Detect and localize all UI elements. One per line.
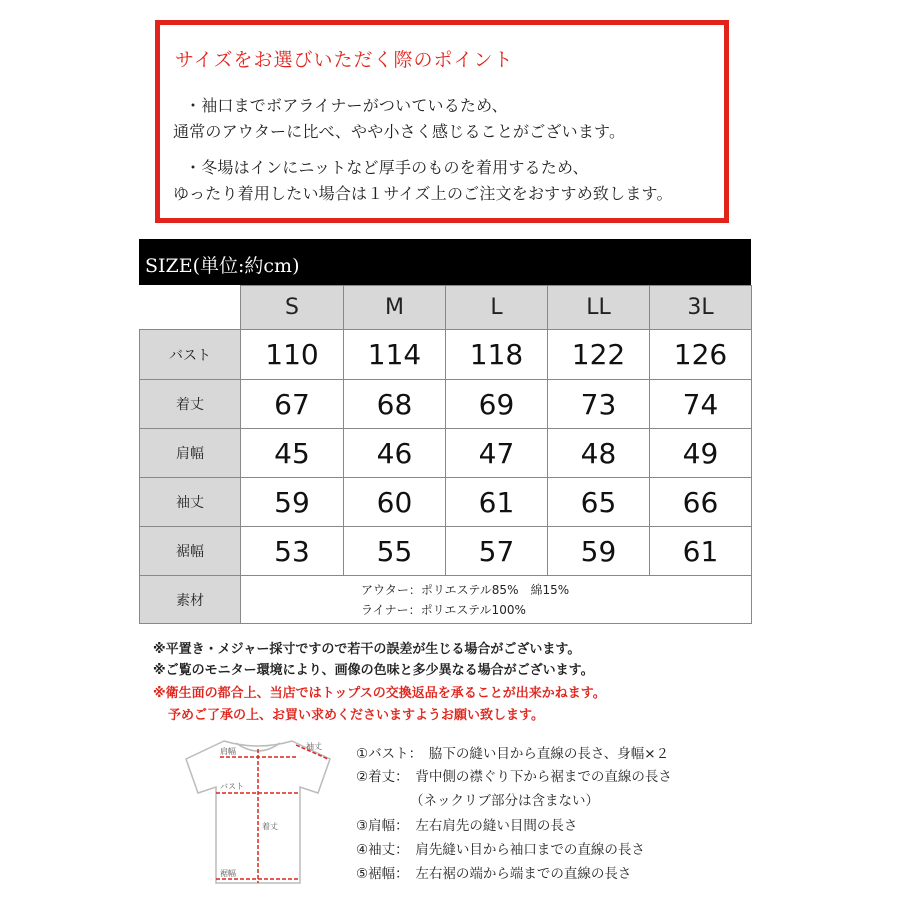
material-outer: アウター：ポリエステル85% 綿15% xyxy=(361,582,570,597)
size-col-ll: LL xyxy=(548,286,650,330)
size-col-m: M xyxy=(344,286,446,330)
table-cell: 61 xyxy=(650,527,752,576)
row-label-hem: 裾幅 xyxy=(140,527,241,576)
row-label-sleeve: 袖丈 xyxy=(140,478,241,527)
material-liner: ライナー：ポリエステル100% xyxy=(361,602,526,617)
table-cell: 74 xyxy=(650,380,752,429)
table-row xyxy=(140,478,752,527)
legend-length: ②着丈： 背中側の襟ぐり下から裾までの直線の長さ xyxy=(356,769,672,785)
table-cell: 68 xyxy=(344,380,446,429)
material-cell xyxy=(241,576,752,624)
point-line-1: ・袖口までボアライナーがついているため、 xyxy=(185,96,508,115)
row-label-material: 素材 xyxy=(140,576,241,624)
diagram-label-sleeve: 袖丈 xyxy=(306,742,322,751)
table-row xyxy=(140,527,752,576)
table-header-row xyxy=(140,286,752,330)
table-corner xyxy=(140,286,241,330)
table-cell: 60 xyxy=(344,478,446,527)
row-label-length: 着丈 xyxy=(140,380,241,429)
diagram-label-hem: 裾幅 xyxy=(220,869,236,878)
table-cell: 47 xyxy=(446,429,548,478)
table-cell: 55 xyxy=(344,527,446,576)
point-line-3: ・冬場はインにニットなど厚手のものを着用するため、 xyxy=(185,158,589,177)
point-line-4: ゆったり着用したい場合は１サイズ上のご注文をおすすめ致します。 xyxy=(173,184,673,203)
table-cell: 66 xyxy=(650,478,752,527)
legend-shoulder: ③肩幅： 左右肩先の縫い目間の長さ xyxy=(356,818,578,834)
table-row xyxy=(140,330,752,380)
table-cell: 53 xyxy=(241,527,344,576)
diagram-label-length: 着丈 xyxy=(262,822,278,831)
size-col-l: L xyxy=(446,286,548,330)
table-cell: 59 xyxy=(241,478,344,527)
note-apology: 予めご了承の上、お買い求めくださいますようお願い致します。 xyxy=(168,708,544,723)
table-cell: 59 xyxy=(548,527,650,576)
size-col-s: S xyxy=(241,286,344,330)
table-cell: 45 xyxy=(241,429,344,478)
table-cell: 118 xyxy=(446,330,548,380)
size-col-3l: 3L xyxy=(650,286,752,330)
table-cell: 61 xyxy=(446,478,548,527)
legend-sleeve: ④袖丈： 肩先縫い目から袖口までの直線の長さ xyxy=(356,842,645,858)
table-cell: 73 xyxy=(548,380,650,429)
note-measurement: ※平置き・メジャー採寸ですので若干の誤差が生じる場合がございます。 xyxy=(153,642,581,657)
table-cell: 69 xyxy=(446,380,548,429)
table-cell: 49 xyxy=(650,429,752,478)
table-cell: 67 xyxy=(241,380,344,429)
point-line-2: 通常のアウターに比べ、やや小さく感じることがございます。 xyxy=(173,122,626,141)
point-title: サイズをお選びいただく際のポイント xyxy=(175,49,514,71)
size-header-text: SIZE(単位:約cm) xyxy=(145,255,300,277)
row-label-bust: バスト xyxy=(140,330,241,380)
size-header-bar xyxy=(139,239,751,285)
note-monitor: ※ご覧のモニター環境により、画像の色味と多少異なる場合がございます。 xyxy=(153,663,594,678)
size-table xyxy=(139,285,752,624)
table-cell: 126 xyxy=(650,330,752,380)
table-cell: 48 xyxy=(548,429,650,478)
table-cell: 65 xyxy=(548,478,650,527)
table-row-material xyxy=(140,576,752,624)
table-cell: 46 xyxy=(344,429,446,478)
table-cell: 110 xyxy=(241,330,344,380)
size-point-box xyxy=(155,20,729,223)
diagram-label-bust: バスト xyxy=(220,782,244,791)
table-cell: 114 xyxy=(344,330,446,380)
table-row xyxy=(140,429,752,478)
row-label-shoulder: 肩幅 xyxy=(140,429,241,478)
table-row xyxy=(140,380,752,429)
note-no-return: ※衛生面の都合上、当店ではトップスの交換返品を承ることが出来かねます。 xyxy=(153,686,606,701)
table-cell: 122 xyxy=(548,330,650,380)
table-cell: 57 xyxy=(446,527,548,576)
legend-length-note: （ネックリブ部分は含まない） xyxy=(410,793,599,809)
legend-hem: ⑤裾幅： 左右裾の端から端までの直線の長さ xyxy=(356,866,632,882)
diagram-label-shoulder: 肩幅 xyxy=(220,747,236,756)
garment-diagram xyxy=(178,737,338,887)
legend-bust: ①バスト： 脇下の縫い目から直線の長さ、身幅×２ xyxy=(356,746,670,762)
